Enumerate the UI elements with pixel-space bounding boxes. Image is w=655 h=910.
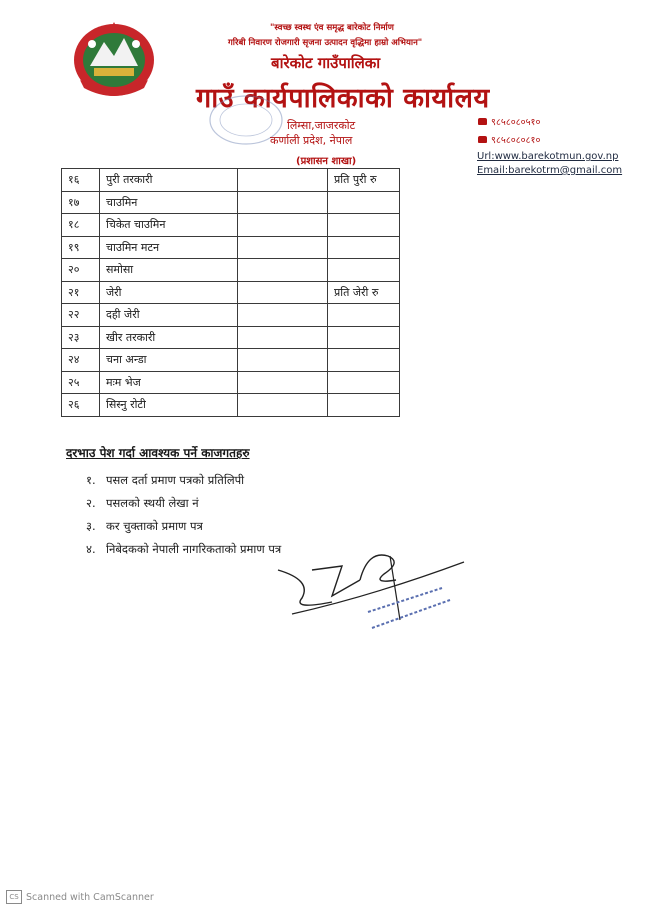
camscanner-logo: CS	[6, 890, 22, 904]
row-number-cell: २०	[62, 259, 100, 282]
list-item	[86, 469, 281, 492]
item-name-cell: चना अन्डा	[100, 349, 238, 372]
unit-cell: प्रति जेरी रु	[328, 281, 400, 304]
list-item-number: २.	[86, 496, 96, 510]
row-number-cell: २४	[62, 349, 100, 372]
unit-cell	[328, 371, 400, 394]
unit-cell	[328, 326, 400, 349]
nepal-emblem-icon	[70, 16, 158, 98]
scanner-note: Scanned with CamScanner	[26, 891, 154, 903]
rate-cell	[238, 304, 328, 327]
web-contacts	[477, 150, 622, 178]
unit-cell	[328, 304, 400, 327]
item-name-cell: पुरी तरकारी	[100, 169, 238, 192]
rate-cell	[238, 169, 328, 192]
rate-cell	[238, 326, 328, 349]
unit-cell	[328, 259, 400, 282]
signature-stamp-icon	[272, 540, 472, 645]
row-number-cell: २२	[62, 304, 100, 327]
requirements-title: दरभाउ पेश गर्दा आवश्यक पर्ने काजगतहरु	[66, 446, 250, 460]
phone-row-1	[478, 112, 540, 130]
item-name-cell: समोसा	[100, 259, 238, 282]
rate-cell	[238, 349, 328, 372]
table-row	[62, 394, 400, 417]
price-items-table	[61, 168, 400, 417]
item-name-cell: दही जेरी	[100, 304, 238, 327]
scanner-watermark	[6, 890, 154, 904]
unit-cell	[328, 191, 400, 214]
unit-cell	[328, 214, 400, 237]
phone-number-2: ९८५८०८०८१०	[491, 134, 541, 146]
row-number-cell: १८	[62, 214, 100, 237]
table-row	[62, 214, 400, 237]
table-row	[62, 259, 400, 282]
table-row	[62, 236, 400, 259]
slogan-line-2: गरिबी निवारण रोजगारी सृजना उत्पादन वृद्धिमा हाम्रो अभियान"	[228, 38, 423, 48]
telephone-icon	[478, 118, 487, 125]
price-items-table-body	[62, 169, 400, 417]
item-name-cell: चिकेत चाउमिन	[100, 214, 238, 237]
item-name-cell: जेरी	[100, 281, 238, 304]
item-name-cell: चाउमिन	[100, 191, 238, 214]
rate-cell	[238, 259, 328, 282]
phone-number-1: ९८५८०८०५१०	[491, 116, 541, 128]
item-name-cell: मःम भेज	[100, 371, 238, 394]
table-row	[62, 326, 400, 349]
rate-cell	[238, 236, 328, 259]
rate-cell	[238, 394, 328, 417]
unit-cell	[328, 349, 400, 372]
row-number-cell: १६	[62, 169, 100, 192]
requirements-list	[86, 469, 281, 561]
telephone-icon	[478, 136, 487, 143]
email-address: Email:barekotrm@gmail.com	[477, 165, 623, 176]
item-name-cell: चाउमिन मटन	[100, 236, 238, 259]
list-item	[86, 492, 281, 515]
website-url: Url:www.barekotmun.gov.np	[477, 151, 619, 162]
address-line-2: कर्णाली प्रदेश, नेपाल	[270, 134, 353, 147]
row-number-cell: २५	[62, 371, 100, 394]
rate-cell	[238, 191, 328, 214]
list-item-number: १.	[86, 473, 96, 487]
unit-cell	[328, 236, 400, 259]
office-title: गाउँ कार्यपालिकाको कार्यालय	[196, 83, 490, 114]
row-number-cell: १९	[62, 236, 100, 259]
unit-cell	[328, 394, 400, 417]
phone-row-2	[478, 130, 540, 148]
table-row	[62, 371, 400, 394]
branch-label: (प्रशासन शाखा)	[296, 156, 357, 167]
unit-cell: प्रति पुरी रु	[328, 169, 400, 192]
list-item-text: कर चुक्ताको प्रमाण पत्र	[106, 519, 203, 533]
row-number-cell: २१	[62, 281, 100, 304]
list-item-text: पसल दर्ता प्रमाण पत्रको प्रतिलिपी	[106, 473, 245, 487]
row-number-cell: १७	[62, 191, 100, 214]
list-item-text: पसलको स्थयी लेखा नं	[106, 496, 199, 510]
list-item	[86, 538, 281, 561]
list-item-number: ३.	[86, 519, 96, 533]
rate-cell	[238, 214, 328, 237]
slogan-line-1: "स्वच्छ स्वस्थ एंव समृद्ध बारेकोट निर्माण	[270, 23, 394, 33]
municipality-name: बारेकोट गाउँपालिका	[271, 54, 381, 72]
row-number-cell: २३	[62, 326, 100, 349]
item-name-cell: सिस्नु रोटी	[100, 394, 238, 417]
list-item-number: ४.	[86, 542, 96, 556]
table-row	[62, 304, 400, 327]
list-item-text: निबेदकको नेपाली नागरिकताको प्रमाण पत्र	[106, 542, 282, 556]
table-row	[62, 281, 400, 304]
table-row	[62, 191, 400, 214]
contact-phones	[478, 112, 540, 148]
address-line-1: लिम्सा,जाजरकोट	[287, 119, 356, 132]
rate-cell	[238, 281, 328, 304]
table-row	[62, 349, 400, 372]
row-number-cell: २६	[62, 394, 100, 417]
table-row	[62, 169, 400, 192]
item-name-cell: खीर तरकारी	[100, 326, 238, 349]
list-item	[86, 515, 281, 538]
rate-cell	[238, 371, 328, 394]
